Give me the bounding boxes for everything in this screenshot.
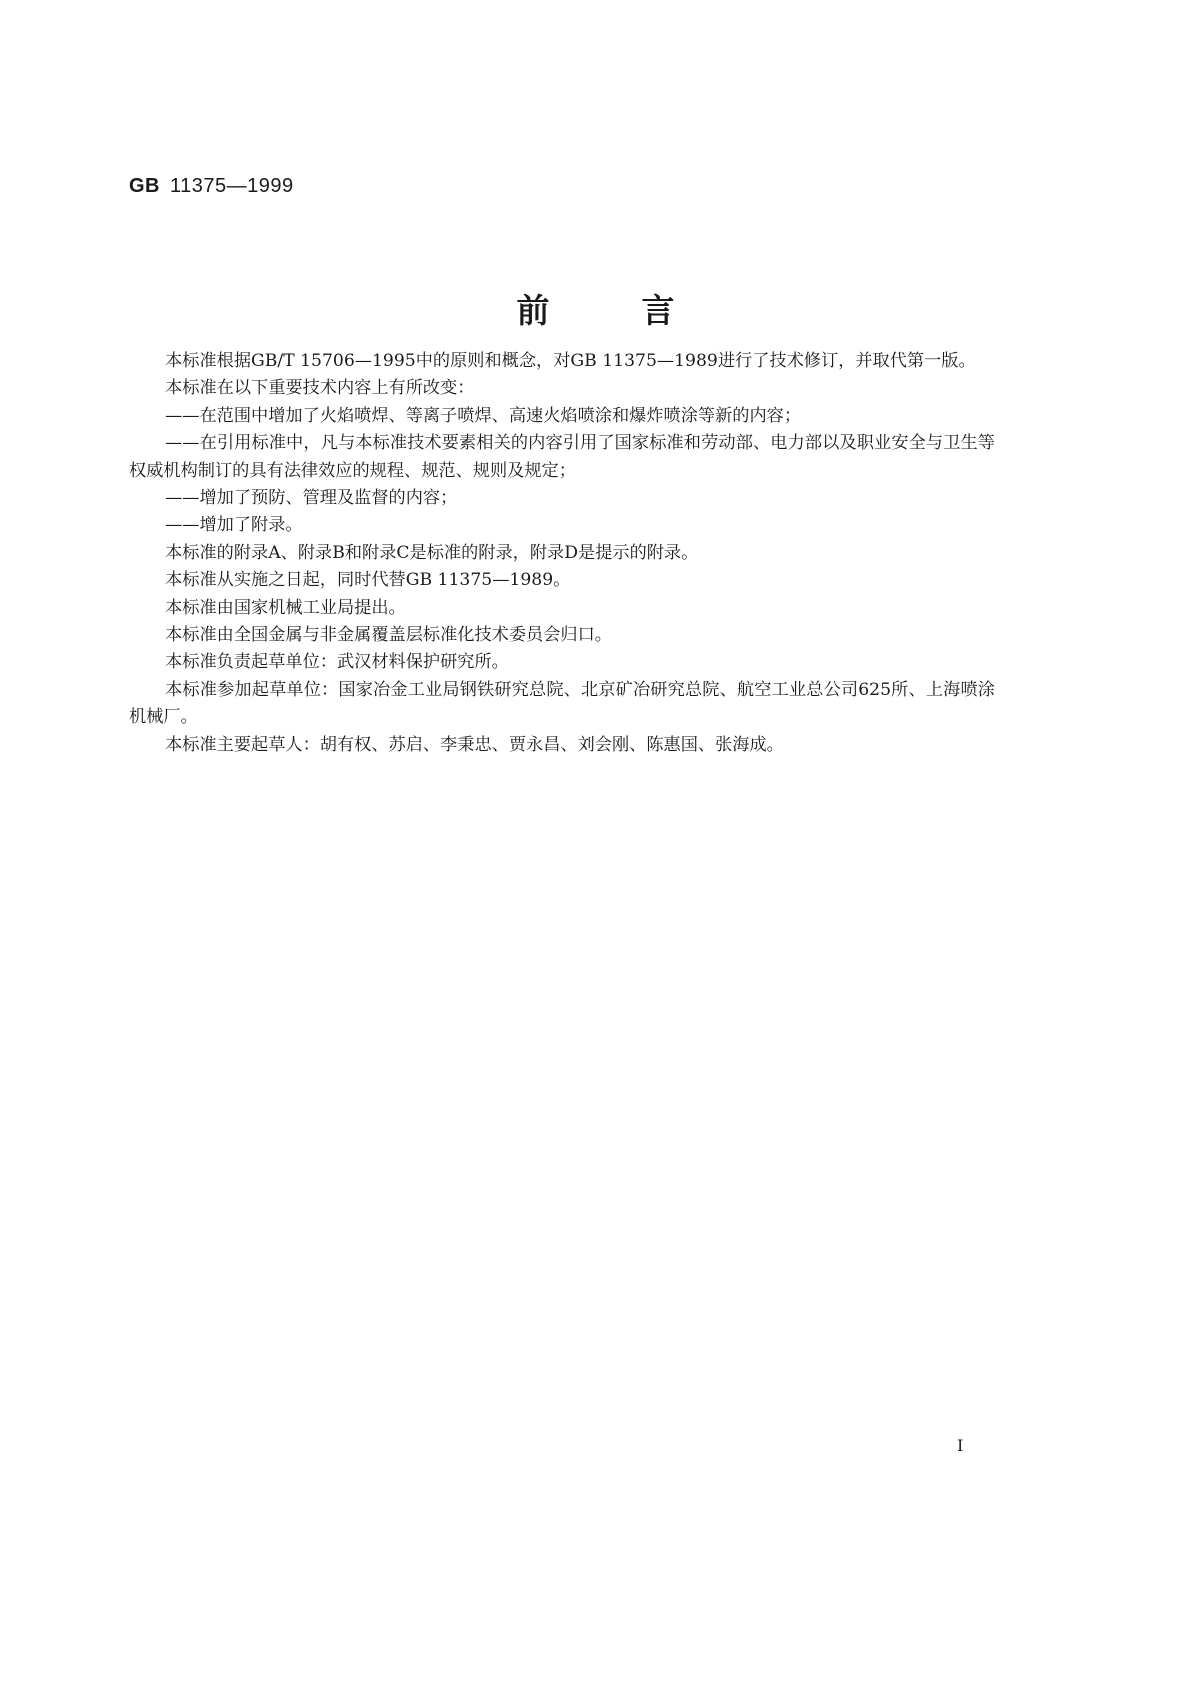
list-item: ——在范围中增加了火焰喷焊、等离子喷焊、高速火焰喷涂和爆炸喷涂等新的内容； — [165, 405, 802, 426]
standard-prefix: GB — [129, 175, 160, 197]
paragraph: 本标准的附录A、附录B和附录C是标准的附录，附录D是提示的附录。 — [165, 542, 699, 563]
page-number: I — [957, 1436, 964, 1455]
paragraph: 本标准负责起草单位：武汉材料保护研究所。 — [165, 652, 509, 673]
paragraph: 本标准主要起草人：胡有权、苏启、李秉忠、贾永昌、刘会刚、陈惠国、张海成。 — [165, 734, 784, 755]
paragraph: 本标准由国家机械工业局提出。 — [165, 597, 406, 618]
paragraph: 本标准根据GB/T 15706—1995中的原则和概念，对GB 11375—1989进行了技术修订，并取代第一版。 — [165, 351, 976, 371]
paragraph: 本标准从实施之日起，同时代替GB 11375—1989。 — [165, 570, 571, 591]
standard-number: 11375—1999 — [170, 175, 294, 197]
list-item: ——增加了预防、管理及监督的内容； — [165, 488, 458, 509]
document-code — [129, 175, 294, 198]
page-title: 前言 — [516, 291, 767, 330]
paragraph: 本标准在以下重要技术内容上有所改变： — [165, 378, 475, 399]
paragraph: 本标准参加起草单位：国家冶金工业局钢铁研究总院、北京矿冶研究总院、航空工业总公司625所、上海喷涂机械厂。 — [129, 679, 995, 728]
paragraph: 本标准由全国金属与非金属覆盖层标准化技术委员会归口。 — [165, 625, 612, 646]
list-item: ——增加了附录。 — [165, 515, 303, 536]
list-item: ——在引用标准中，凡与本标准技术要素相关的内容引用了国家标准和劳动部、电力部以及职业安全与卫生等权威机构制订的具有法律效应的规程、规范、规则及规定； — [129, 433, 995, 481]
foreword-body — [129, 348, 995, 759]
